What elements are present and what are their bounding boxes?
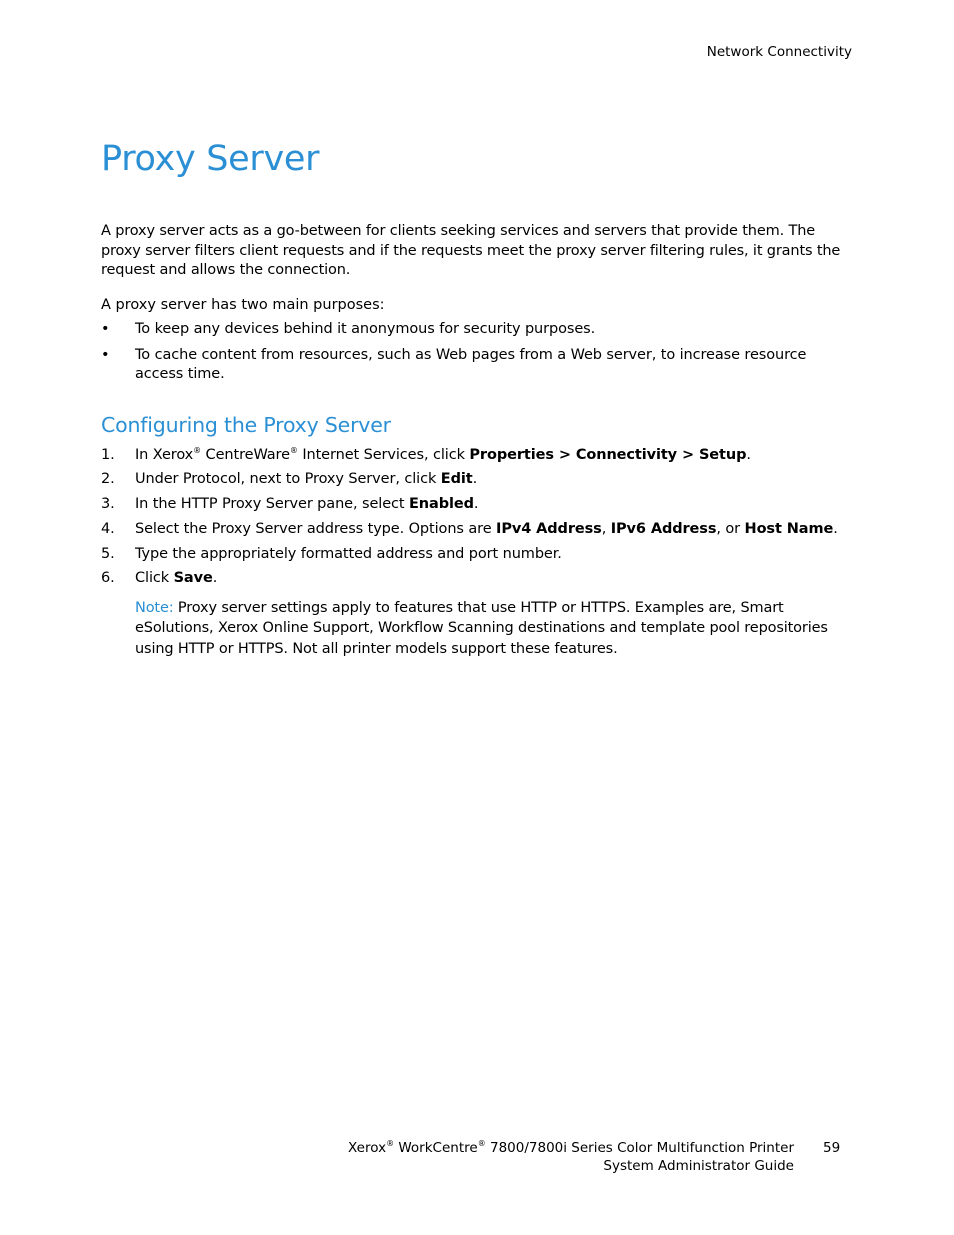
purposes-lead: A proxy server has two main purposes: [101, 296, 385, 313]
bullet-icon: • [101, 346, 110, 363]
page-title: Proxy Server [101, 139, 320, 179]
registered-mark: ® [477, 1139, 486, 1148]
list-item: • To keep any devices behind it anonymous for security purposes. [101, 320, 853, 340]
bullet-icon: • [101, 321, 110, 337]
purposes-list [101, 320, 853, 385]
menu-path-connectivity: Connectivity [575, 446, 678, 463]
step-number: 4. [101, 520, 115, 537]
step-item: 2. Under Protocol, next to Proxy Server, click Edit. [101, 470, 853, 490]
steps-list [101, 446, 853, 589]
note-label: Note: [135, 599, 174, 616]
registered-mark: ® [386, 1139, 395, 1148]
step-item: 5. Type the appropriately formatted address and port number. [101, 545, 853, 565]
intro-paragraph: A proxy server acts as a go-between for clients seeking services and servers that provide them. The proxy server filters client requests and if the requests meet the proxy server filtering rules, it grants the request and allows the connection. [101, 223, 841, 278]
step-item: 1. In Xerox® CentreWare® Internet Services, click Properties > Connectivity > Setup. [101, 446, 853, 466]
footer-guide-name: System Administrator Guide [603, 1157, 794, 1174]
step-number: 3. [101, 496, 115, 513]
menu-path-properties: Properties [469, 446, 554, 463]
registered-mark: ® [193, 445, 202, 455]
list-item: • To cache content from resources, such as Web pages from a Web server, to increase resource access time. [101, 346, 807, 382]
menu-path-setup: Setup [698, 446, 747, 463]
note-text: Proxy server settings apply to features that use HTTP or HTTPS. Examples are, Smart eSolutions, Xerox Online Support, Workflow Scanning destinations and template pool repositories using HTTP or HTTPS. Not all printer models support these features. [135, 599, 828, 657]
page-number: 59 [823, 1140, 841, 1156]
note [135, 598, 853, 660]
running-header: Network Connectivity [706, 44, 852, 60]
step-number: 6. [101, 570, 115, 587]
footer-guide-title: Xerox® WorkCentre® 7800/7800i Series Color Multifunction Printer System Administrator Guide [348, 1139, 794, 1174]
page-body [101, 222, 853, 659]
step-number: 2. [101, 471, 115, 488]
step-item: 6. Click Save. [101, 569, 853, 589]
registered-mark: ® [289, 445, 298, 455]
step-item: 3. In the HTTP Proxy Server pane, select Enabled. [101, 495, 853, 515]
section-heading: Configuring the Proxy Server [101, 412, 391, 437]
step-number: 5. [101, 545, 115, 562]
step-item: 4. Select the Proxy Server address type. Options are IPv4 Address, IPv6 Address, or Host Name. [101, 520, 853, 540]
step-number: 1. [101, 446, 115, 463]
